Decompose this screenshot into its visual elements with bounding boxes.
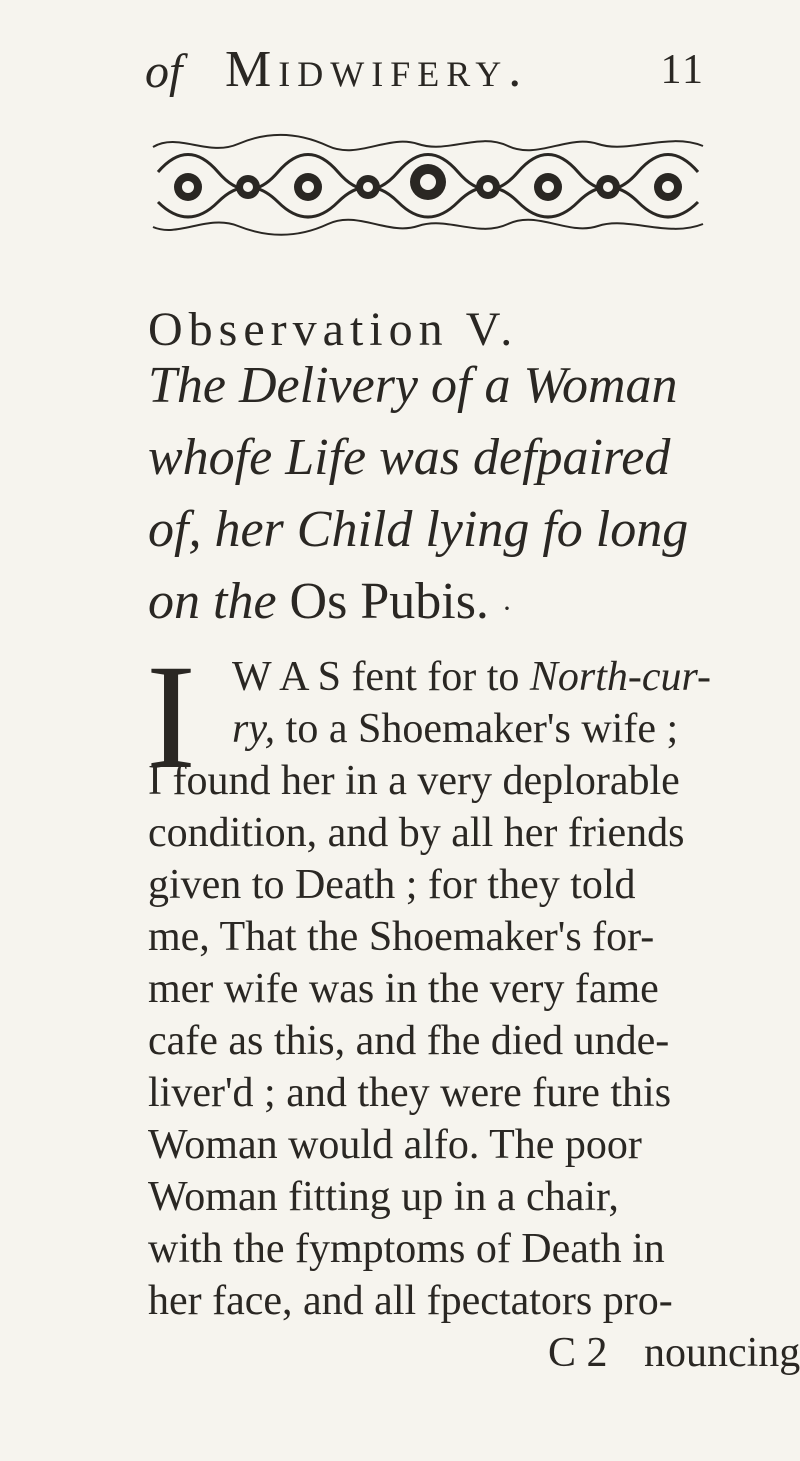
body-line: given to Death ; for they told [148,862,636,908]
body-line: Woman fitting up in a chair, [148,1174,619,1220]
body-line: me, That the Shoemaker's for- [148,914,655,960]
subtitle-line: whofe Life was defpaired [148,429,671,486]
place-name-end: ry, [232,706,276,752]
subtitle-line: of, her Child lying fo long [148,501,689,558]
body-line: I found her in a very deplorable [148,758,680,804]
body-line: Woman would alfo. The poor [148,1122,642,1168]
running-head-title: Midwifery. [225,41,529,98]
drop-cap: I [146,634,196,800]
body-line: with the fymptoms of Death in [148,1226,665,1272]
subtitle-line: The Delivery of a Woman [148,357,678,414]
running-head-of: of [145,45,183,98]
signature-mark: C 2 [548,1330,608,1376]
subtitle-os-pubis: Os Pubis. [289,573,489,630]
body-text: to a Shoemaker's wife ; [275,706,679,752]
body-line: liver'd ; and they were fure this [148,1070,672,1116]
body-text: W A S fent for to [232,654,530,700]
subtitle-line [148,566,728,645]
running-head [145,40,705,100]
body-line [232,702,678,756]
place-name: North-cur- [529,654,712,700]
page-number: 11 [660,47,705,93]
body-line: cafe as this, and fhe died unde- [148,1018,670,1064]
ornamental-headpiece-icon [148,132,708,238]
observation-numeral: V. [465,303,519,356]
body-line: her face, and all fpectators pro- [148,1278,673,1324]
subtitle-italic: on the [148,573,277,630]
catchword: nouncing [644,1330,800,1376]
observation-label: Observation [148,303,449,356]
subtitle-mark: · [501,592,512,625]
body-line: mer wife was in the very fame [148,966,659,1012]
body-line [232,650,711,704]
body-line: condition, and by all her friends [148,810,685,856]
observation-heading [148,302,708,357]
